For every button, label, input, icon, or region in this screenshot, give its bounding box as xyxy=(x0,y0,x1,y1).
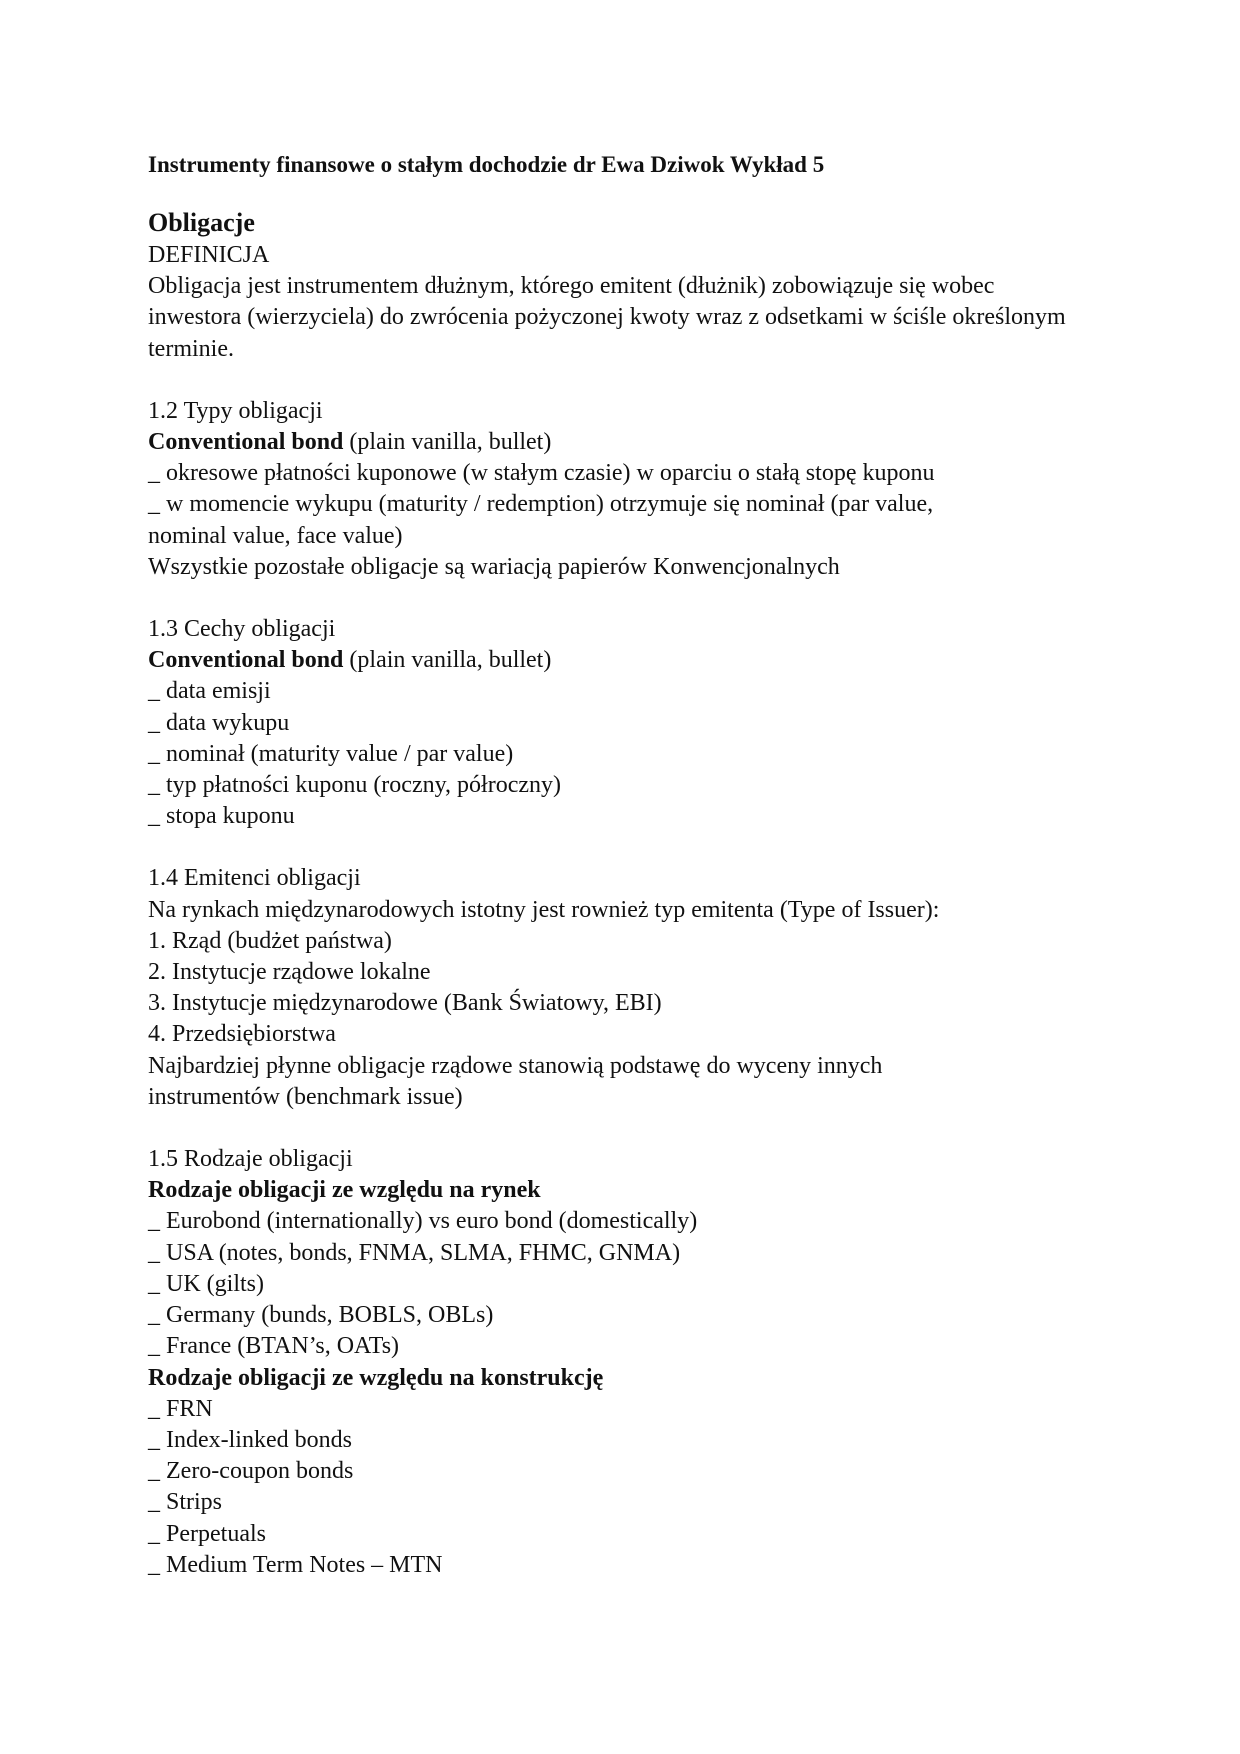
list-item: _ USA (notes, bonds, FNMA, SLMA, FHMC, GNMA) xyxy=(148,1239,681,1266)
list-item: 3. Instytucje międzynarodowe (Bank Światowy, EBI) xyxy=(148,990,662,1017)
list-item: 2. Instytucje rządowe lokalne xyxy=(148,959,431,986)
document-title: Instrumenty finansowe o stałym dochodzie dr Ewa Dziwok Wykład 5 xyxy=(148,152,825,177)
conventional-bond-line xyxy=(148,645,1088,676)
conventional-bond-term: Conventional bond xyxy=(148,647,344,674)
list-item: _ data wykupu xyxy=(148,709,290,736)
document-page xyxy=(148,148,1088,1581)
list-item: _ France (BTAN’s, OATs) xyxy=(148,1333,400,1360)
definition-label: DEFINICJA xyxy=(148,242,270,268)
list-item: _ nominał (maturity value / par value) xyxy=(148,740,514,767)
benchmark-note-line1: Najbardziej płynne obligacje rządowe stanowią podstawę do wyceny innych xyxy=(148,1052,883,1079)
list-item: Wszystkie pozostałe obligacje są wariacją papierów Konwencjonalnych xyxy=(148,553,840,580)
conventional-bond-term: Conventional bond xyxy=(148,429,344,456)
conventional-bond-line xyxy=(148,427,1088,458)
section-1-5-heading: 1.5 Rodzaje obligacji xyxy=(148,1146,353,1173)
list-item: _ Zero-coupon bonds xyxy=(148,1458,354,1485)
conventional-bond-desc: (plain vanilla, bullet) xyxy=(343,647,552,674)
list-item: _ Germany (bunds, BOBLS, OBLs) xyxy=(148,1302,494,1329)
list-item: _ typ płatności kuponu (roczny, półroczny) xyxy=(148,772,562,799)
list-item: _ UK (gilts) xyxy=(148,1270,264,1297)
list-item: _ Index-linked bonds xyxy=(148,1426,352,1453)
list-item: _ w momencie wykupu (maturity / redemption) otrzymuje się nominał (par value, xyxy=(148,491,934,518)
list-item: _ Strips xyxy=(148,1489,223,1516)
benchmark-note-line2: instrumentów (benchmark issue) xyxy=(148,1083,463,1110)
list-item: nominal value, face value) xyxy=(148,522,403,549)
section-1-3-heading: 1.3 Cechy obligacji xyxy=(148,616,336,643)
market-types-heading: Rodzaje obligacji ze względu na rynek xyxy=(148,1177,541,1204)
list-item: _ FRN xyxy=(148,1395,213,1422)
section-obligacje-heading: Obligacje xyxy=(148,208,255,237)
section-1-4-heading: 1.4 Emitenci obligacji xyxy=(148,865,361,892)
conventional-bond-desc: (plain vanilla, bullet) xyxy=(343,429,552,456)
list-item: 1. Rząd (budżet państwa) xyxy=(148,927,392,954)
list-item: 4. Przedsiębiorstwa xyxy=(148,1021,336,1048)
list-item: _ okresowe płatności kuponowe (w stałym czasie) w oparciu o stałą stopę kuponu xyxy=(148,460,935,487)
section-1-2-heading: 1.2 Typy obligacji xyxy=(148,397,323,424)
list-item: _ stopa kuponu xyxy=(148,803,295,830)
list-item: _ Eurobond (internationally) vs euro bond (domestically) xyxy=(148,1208,698,1235)
list-item: _ data emisji xyxy=(148,678,271,705)
definition-text: Obligacja jest instrumentem dłużnym, którego emitent (dłużnik) zobowiązuje się wobec inwestora (wierzyciela) do zwrócenia pożyczonej kwoty wraz z odsetkami w ściśle określonym terminie. xyxy=(148,273,1066,362)
list-item: _ Medium Term Notes – MTN xyxy=(148,1551,443,1578)
issuer-intro: Na rynkach międzynarodowych istotny jest rownież typ emitenta (Type of Issuer): xyxy=(148,896,940,923)
construction-types-heading: Rodzaje obligacji ze względu na konstrukcję xyxy=(148,1364,604,1391)
list-item: _ Perpetuals xyxy=(148,1520,266,1547)
